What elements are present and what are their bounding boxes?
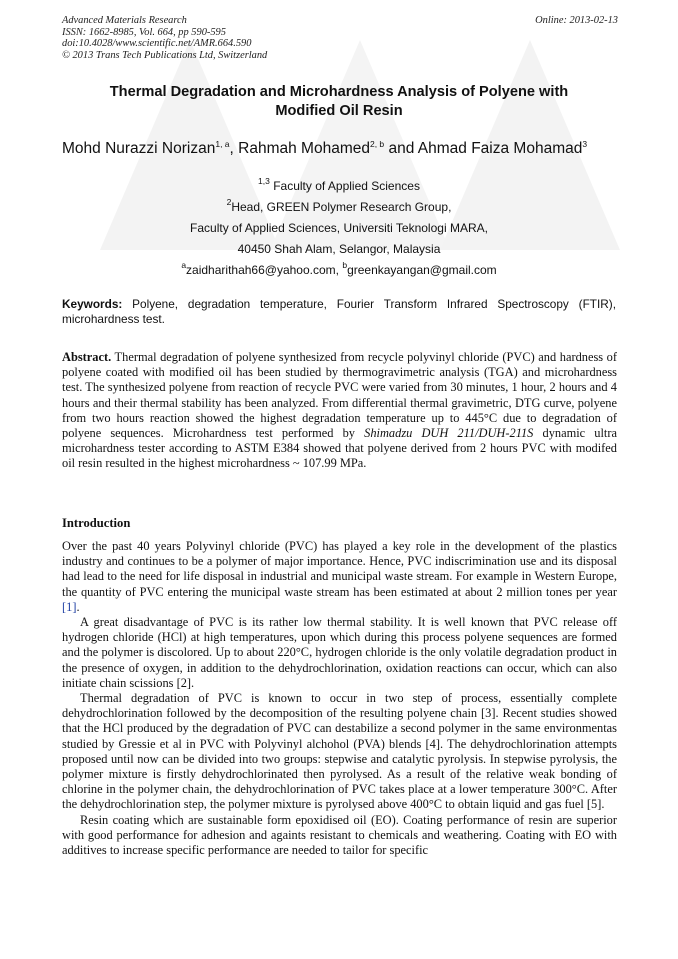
- affiliation-emails: [62, 260, 616, 281]
- affiliation-line-4: 40450 Shah Alam, Selangor, Malaysia: [237, 242, 441, 256]
- journal-doi: doi:10.4028/www.scientific.net/AMR.664.590: [62, 38, 252, 50]
- title-line-2: Modified Oil Resin: [275, 103, 403, 119]
- intro-paragraph-2: A great disadvantage of PVC is its rather low thermal stability. It is well known that PVC release off hydrogen chloride (HCl) at high temperatures, upon which during this process polyene sequences are formed and the polymer is discolored. Up to about 220°C, hydrogen chloride is the only volatile degradation product in the presence of oxygen, in addition to the dehydrochlorination, oxidation reactions can occur, which can also initiate chain scissions [2].: [62, 615, 617, 690]
- author-2-affil: 2, b: [369, 139, 385, 149]
- abstract-label: Abstract.: [62, 350, 112, 364]
- affil-text-2: Head, GREEN Polymer Research Group,: [231, 200, 452, 214]
- author-separator-2: and: [384, 140, 418, 157]
- author-1: Mohd Nurazzi Norizan: [62, 140, 216, 157]
- affil-text-1: Faculty of Applied Sciences: [269, 179, 420, 193]
- abstract-text-1: Thermal degradation of polyene synthesized from recycle polyvinyl chloride (PVC) and hardness of polyene coated with modified oil has been studied by thermogravimetric analysis (TGA) and microhardness test. The synthesized polyene from reaction of recycle PVC were varied from 30 minutes, 1 hour, 2 hours and 4 hours and their thermal stability has been analyzed. From differential thermal gravimetric, DTG curve, polyene from two hours reaction showed the highest degradation temperature up to 445°C due to degradation of polyene sequences. Microhardness test performed by: [62, 350, 617, 441]
- section-heading-introduction: Introduction: [62, 516, 131, 530]
- intro-paragraph-4: Resin coating which are sustainable form epoxidised oil (EO). Coating performance of resin are superior with good performance for adhesion and againts resistant to chemicals and weathering. Coating with EO with additives to increase specific performance are needed to tailor for specific: [62, 812, 617, 858]
- affiliation-line-2: [62, 197, 616, 218]
- journal-copyright: © 2013 Trans Tech Publications Ltd, Switzerland: [62, 49, 268, 61]
- journal-issn: ISSN: 1662-8985, Vol. 664, pp 590-595: [62, 26, 226, 38]
- affiliation-line-1: [62, 176, 616, 197]
- intro-paragraph-1: [62, 539, 617, 615]
- keywords: [62, 297, 616, 327]
- author-separator-1: ,: [229, 140, 239, 157]
- affil-marker-2: 2: [226, 197, 232, 207]
- intro-p1-text: Over the past 40 years Polyvinyl chloride (PVC) has played a key role in the development of the plastics industry and continues to be a polymer of major importance. Hence, PVC indiscrimination use and its disposal had lead to the need for life disposal in industrial and municipal waste stream. For example in Western Europe, the quantity of PVC entering the municipal waste stream has been estimated at about 2 million tones per year: [62, 539, 617, 599]
- email-b: greenkayangan@gmail.com: [347, 263, 497, 277]
- email-marker-b: b: [342, 260, 348, 270]
- keywords-label: Keywords:: [62, 297, 123, 311]
- affiliations: [62, 176, 616, 281]
- author-3: Ahmad Faiza Mohamad: [417, 140, 583, 157]
- paper-title: [62, 83, 616, 121]
- affil-marker-1: 1,3: [258, 176, 270, 186]
- journal-header: [62, 15, 618, 61]
- author-1-affil: 1, a: [215, 139, 230, 149]
- email-a: zaidharithah66@yahoo.com,: [186, 263, 343, 277]
- abstract-instrument: Shimadzu DUH 211/DUH-211S: [364, 426, 534, 441]
- intro-p1-end: .: [76, 599, 80, 614]
- author-3-affil: 3: [582, 139, 588, 149]
- affiliation-line-3: Faculty of Applied Sciences, Universiti Teknologi MARA,: [190, 221, 488, 235]
- introduction-body: [62, 539, 617, 858]
- keywords-text: Polyene, degradation temperature, Fourier Transform Infrared Spectroscopy (FTIR), microhardness test.: [62, 297, 616, 326]
- citation-link-1[interactable]: [1]: [62, 599, 77, 614]
- online-date: Online: 2013-02-13: [535, 15, 618, 26]
- email-marker-a: a: [181, 260, 187, 270]
- title-line-1: Thermal Degradation and Microhardness Analysis of Polyene with: [109, 84, 569, 100]
- author-2: Rahmah Mohamed: [238, 140, 370, 157]
- intro-paragraph-3: Thermal degradation of PVC is known to occur in two step of process, essentially complete dehydrochlorination followed by the decomposition of the resulting polyene chain [3]. Recent studies showed that the HCl produced by the degradation of PVC can destabilize a second polymer in the same environmentas studied by Gressie et al in PVC with Polyvinyl alchohol (PVA) blends [4]. The dehydrochlorination attempts proposed until now can be divided into two groups: stepwise and catalytic pyrolysis. In stepwise pyrolysis, the polymer mixture is firstly dehydrochlorinated then pyrolysed. As a result of the relative weak bonding of chlorine in the polymer chain, the dehydrochlorination of PVC takes place at a lower temperature 300°C. After the dehydrochlorination step, the polymer mixture is pyrolysed above 400°C to obtain liquid and gas fuel [5].: [62, 691, 617, 812]
- abstract-text-2: dynamic ultra microhardness tester according to ASTM E384 showed that polyene derived from 2 hours PVC with modifed oil resin resulted in the highest microhardness ~ 107.99 MPa.: [62, 426, 617, 471]
- journal-name: Advanced Materials Research: [62, 15, 187, 26]
- author-list: [62, 139, 622, 159]
- abstract: [62, 350, 617, 472]
